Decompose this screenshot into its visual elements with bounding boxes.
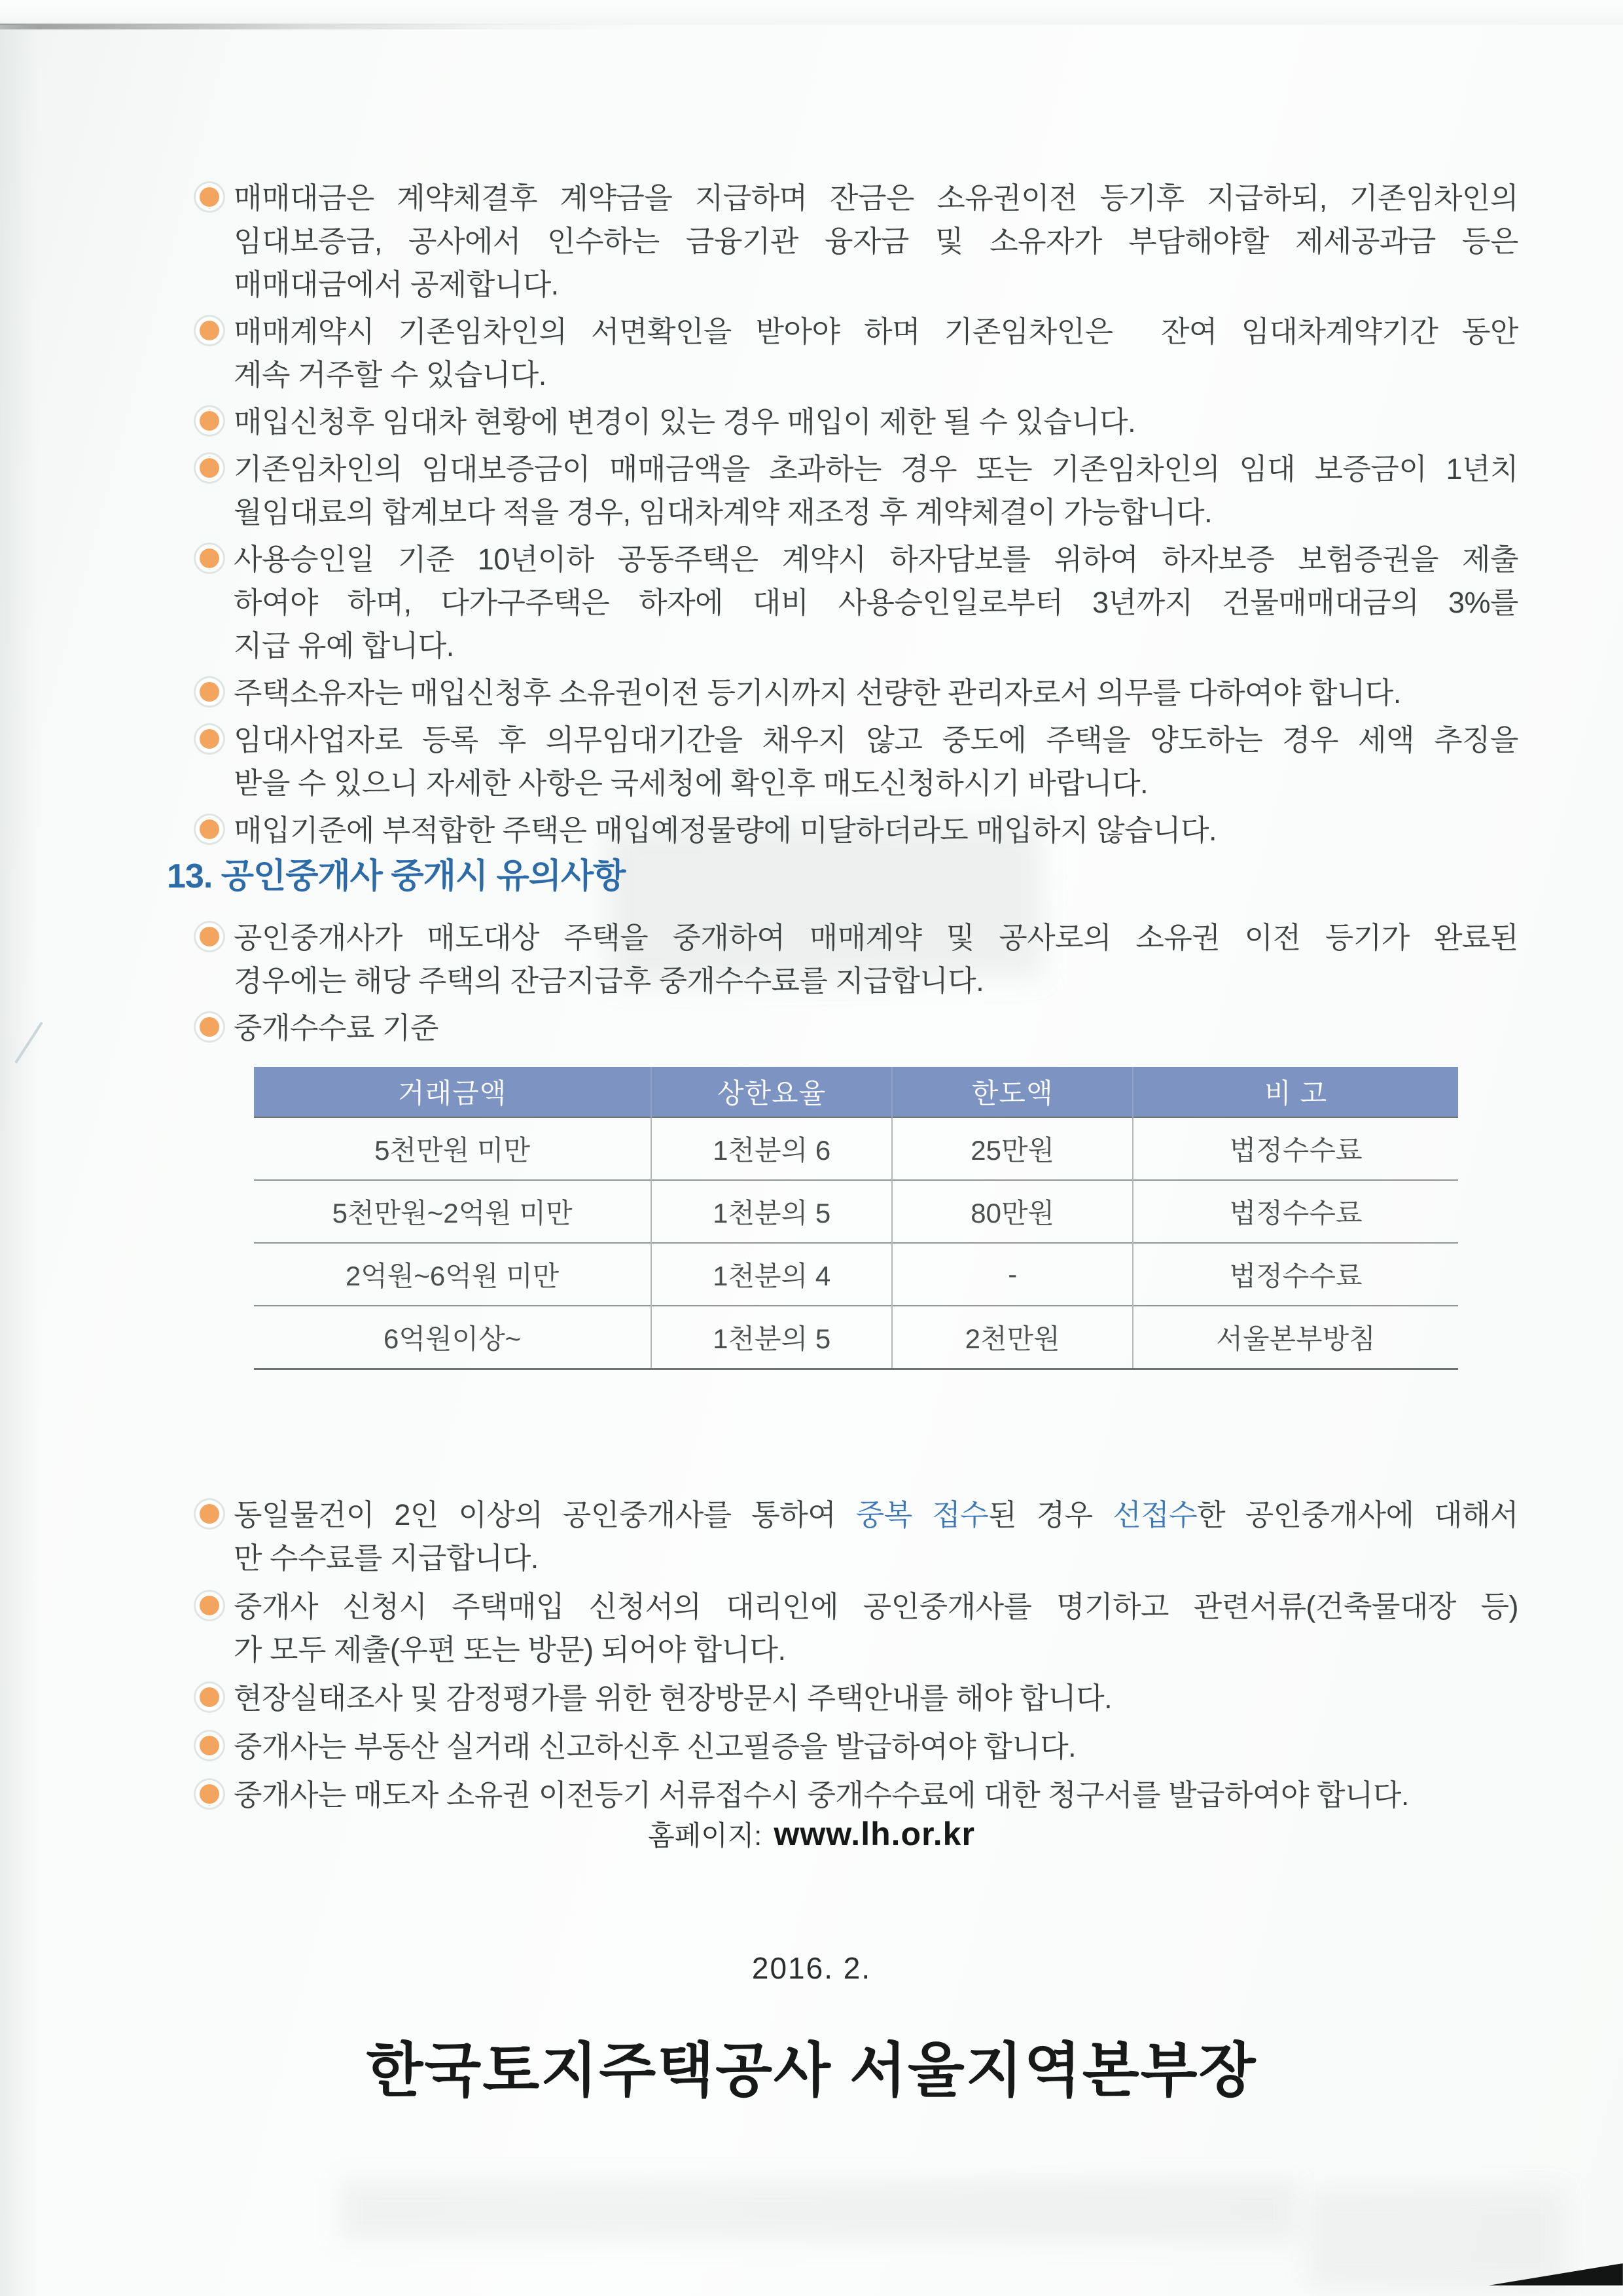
fee-table [254,1067,1458,1370]
notice-line: 중개수수료 기준 [234,1011,438,1045]
fee-table-row [254,1117,1458,1180]
notice-item [200,672,1518,715]
bleedthrough-artifact [340,2179,1296,2242]
fee-table-row [254,1306,1458,1369]
fee-table-row [254,1243,1458,1306]
notice-line: 현장실태조사 및 감정평가를 위한 현장방문시 주택안내를 해야 합니다. [234,1681,1113,1715]
notice-item [200,448,1518,534]
notice-line: 사용승인일 기준 10년이하 공동주택은 계약시 하자담보를 위하여 하자보증 보험증권을 제출 [234,543,1518,576]
fee-cell: 80만원 [892,1180,1133,1243]
fee-header-limit: 한도액 [892,1067,1133,1117]
fee-cell: 6억원이상~ [254,1306,651,1369]
notice-line: 매매계약시 기존임차인의 서면확인을 받아야 하며 기존임차인은 잔여 임대차계약기간 동안 [234,315,1518,348]
notice-item [200,1494,1518,1580]
notice-line: 받을 수 있으니 자세한 사항은 국세청에 확인후 매도신청하시기 바랍니다. [234,766,1149,800]
notice-line: 매매대금은 계약체결후 계약금을 지급하며 잔금은 소유권이전 등기후 지급하되, 기존임차인의 [234,181,1518,215]
notice-line: 중개사 신청시 주택매입 신청서의 대리인에 공인중개사를 명기하고 관련서류(건축물대장 등) [234,1590,1518,1623]
fee-cell: 5천만원 미만 [254,1117,651,1180]
fee-cell: - [892,1243,1133,1306]
notice-line: 임대사업자로 등록 후 의무임대기간을 채우지 않고 중도에 주택을 양도하는 경우 세액 추징을 [234,723,1518,757]
fee-cell: 2천만원 [892,1306,1133,1369]
highlight-first-receipt: 선접수 [1113,1498,1198,1532]
notice-item [200,809,1518,852]
post-table-bullet-list [200,1494,1518,1822]
scan-top-band [0,0,1623,25]
issuer-signature: 한국토지주택공사 서울지역본부장 [366,2038,1257,2104]
homepage-url: www.lh.or.kr [774,1816,975,1852]
notice-line: 월임대료의 합계보다 적을 경우, 임대차계약 재조정 후 계약체결이 가능합니다. [234,495,1213,529]
fee-cell: 1천분의 6 [651,1117,892,1180]
notice-line: 하여야 하며, 다가구주택은 하자에 대비 사용승인일로부터 3년까지 건물매매대금의 3%를 [234,586,1518,619]
notice-item [200,916,1518,1003]
notice-item [200,719,1518,805]
fee-header-note: 비 고 [1133,1067,1458,1117]
notice-item [200,401,1518,444]
notice-line: 공인중개사가 매도대상 주택을 중개하여 매매계약 및 공사로의 소유권 이전 등기가 완료된 [234,921,1518,954]
notice-line: 지급 유예 합니다. [234,629,454,662]
section-bullet-list [200,916,1518,1054]
homepage-line [0,1814,1623,1854]
fee-header-rate: 상한요율 [651,1067,892,1117]
notice-bullet-list [200,177,1518,856]
fee-cell: 서울본부방침 [1133,1306,1458,1369]
notice-line: 계속 거주할 수 있습니다. [234,358,546,391]
notice-item [200,1774,1518,1817]
fee-header-amount: 거래금액 [254,1067,651,1117]
notice-line: 매입신청후 임대차 현황에 변경이 있는 경우 매입이 제한 될 수 있습니다. [234,405,1136,439]
notice-line: 동일물건이 2인 이상의 공인중개사를 통하여 중복 접수된 경우 선접수한 공인중개사에 대해서 [234,1498,1518,1532]
section-heading: 13. 공인중개사 중개시 유의사항 [167,857,626,895]
fee-cell: 25만원 [892,1117,1133,1180]
notice-item [200,538,1518,668]
fee-cell: 1천분의 5 [651,1306,892,1369]
fee-cell: 2억원~6억원 미만 [254,1243,651,1306]
notice-item [200,310,1518,397]
fee-cell: 1천분의 5 [651,1180,892,1243]
fee-table-header-row [254,1067,1458,1117]
notice-item [200,1585,1518,1672]
homepage-label: 홈페이지: [648,1820,762,1851]
fee-cell: 법정수수료 [1133,1117,1458,1180]
fee-table-row [254,1180,1458,1243]
issue-date: 2016. 2. [751,1951,872,1985]
fee-cell: 1천분의 4 [651,1243,892,1306]
notice-item [200,1677,1518,1720]
notice-line: 매매대금에서 공제합니다. [234,268,559,301]
notice-item [200,1725,1518,1768]
fee-cell: 5천만원~2억원 미만 [254,1180,651,1243]
scan-edge-artifact [0,24,818,29]
notice-line: 중개사는 부동산 실거래 신고하신후 신고필증을 발급하여야 합니다. [234,1730,1077,1763]
notice-line: 주택소유자는 매입신청후 소유권이전 등기시까지 선량한 관리자로서 의무를 다하여야 합니다. [234,676,1401,709]
fee-cell: 법정수수료 [1133,1180,1458,1243]
bleedthrough-artifact [1309,2189,1564,2287]
notice-line: 기존임차인의 임대보증금이 매매금액을 초과하는 경우 또는 기존임차인의 임대 보증금이 1년치 [234,452,1518,486]
notice-line: 만 수수료를 지급합니다. [234,1541,539,1575]
notice-item [200,177,1518,306]
notice-line: 가 모두 제출(우편 또는 방문) 되어야 합니다. [234,1633,786,1666]
fee-cell: 법정수수료 [1133,1243,1458,1306]
notice-line: 경우에는 해당 주택의 잔금지급후 중개수수료를 지급합니다. [234,964,984,997]
notice-item [200,1007,1518,1050]
notice-line: 임대보증금, 공사에서 인수하는 금융기관 융자금 및 소유자가 부담해야할 제세공과금 등은 [234,224,1518,258]
notice-line: 중개사는 매도자 소유권 이전등기 서류접수시 중개수수료에 대한 청구서를 발급하여야 합니다. [234,1778,1409,1812]
highlight-duplicate-receipt: 중복 접수 [855,1498,989,1532]
notice-line: 매입기준에 부적합한 주택은 매입예정물량에 미달하더라도 매입하지 않습니다. [234,814,1217,847]
